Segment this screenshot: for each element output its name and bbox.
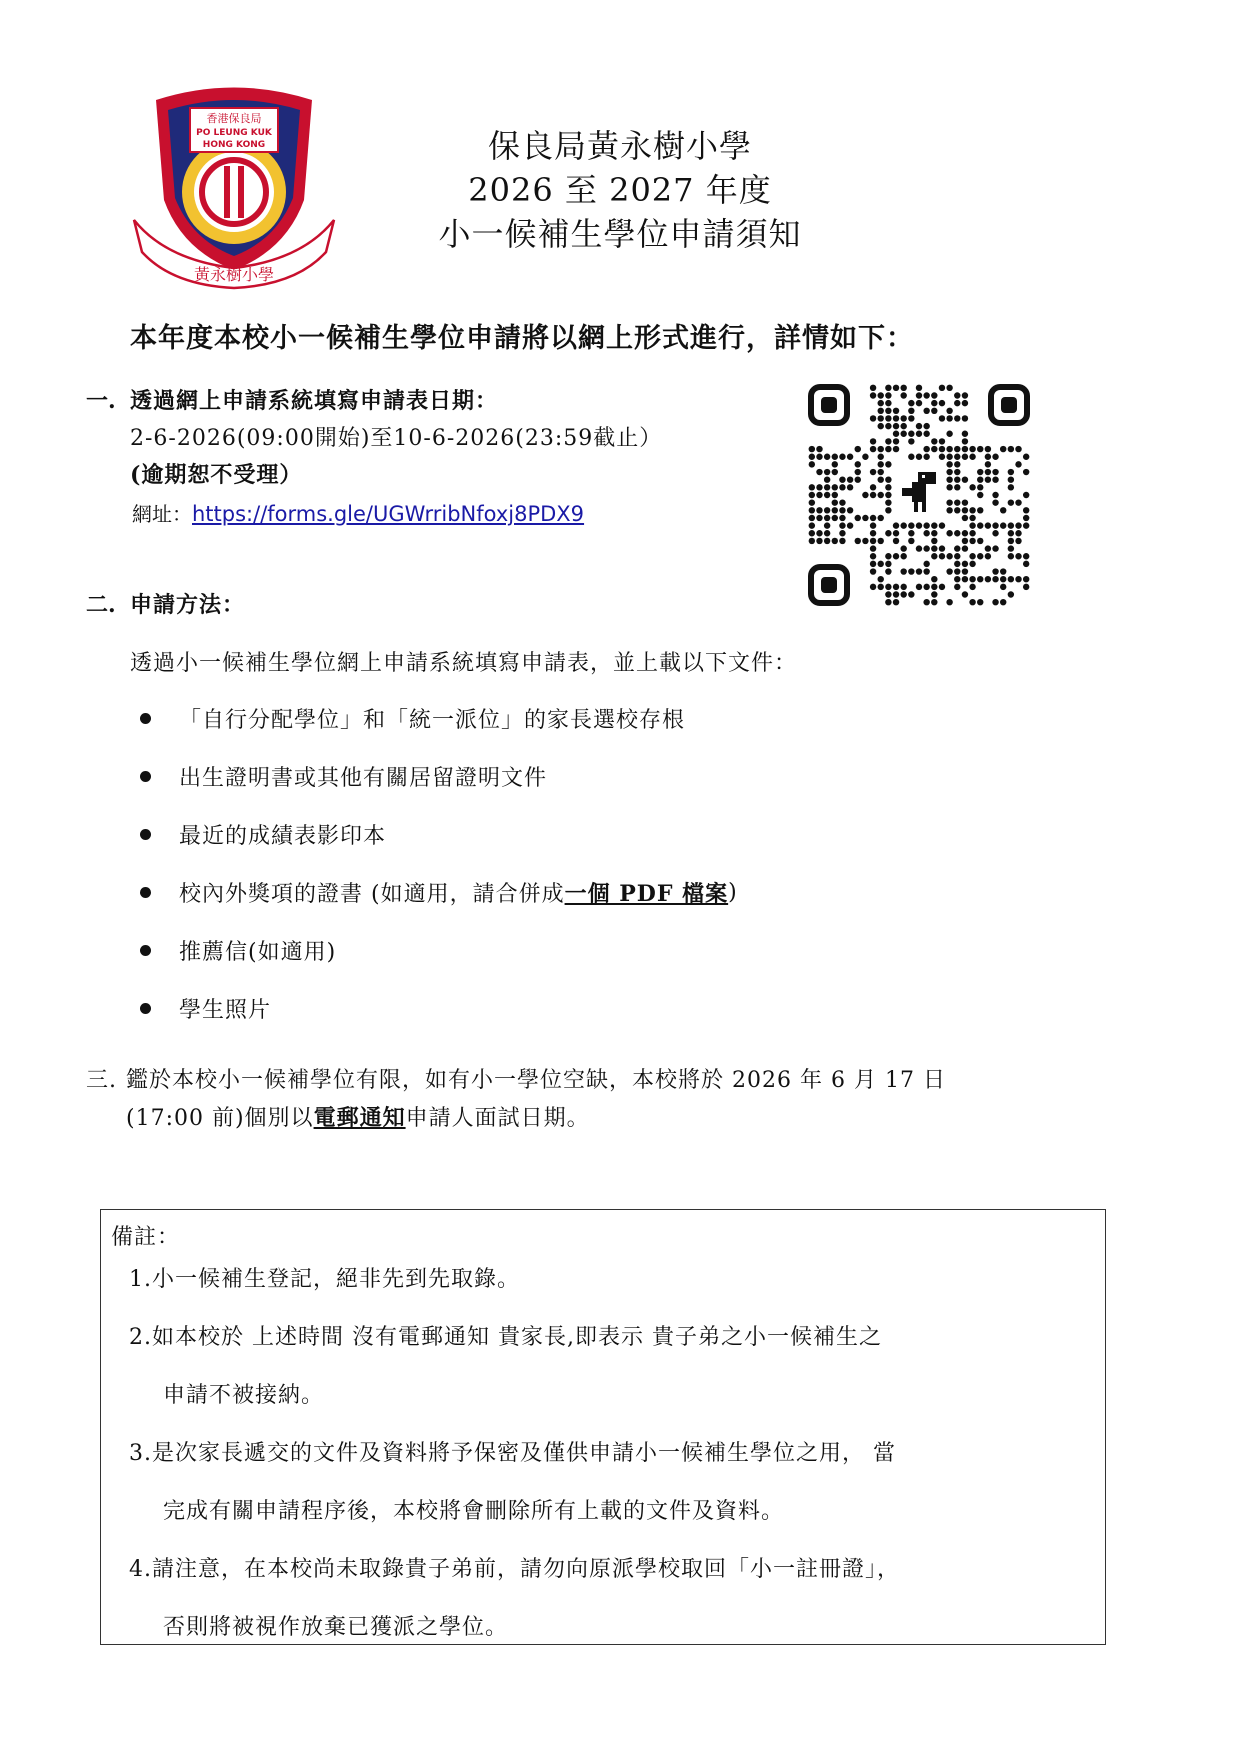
url-label: 網址： bbox=[132, 502, 192, 526]
notes-title: 備註： bbox=[111, 1225, 181, 1250]
section2-number: 二. bbox=[86, 592, 116, 618]
logo-text-top: 香港保良局 bbox=[206, 112, 262, 125]
section1-title: 透過網上申請系統填寫申請表日期： bbox=[130, 388, 499, 414]
emphasis-pdf: 一個 PDF 檔案 bbox=[564, 881, 729, 907]
section1-dates: 2-6-2026(09:00開始)至10-6-2026(23:59截止） bbox=[130, 426, 663, 451]
list-item: 出生證明書或其他有關居留證明文件 bbox=[140, 761, 547, 792]
title-block bbox=[360, 124, 880, 256]
school-crest-logo bbox=[126, 80, 342, 290]
section2-title: 申請方法： bbox=[130, 592, 246, 618]
bullet-icon bbox=[140, 771, 151, 782]
list-item: 「自行分配學位」和「統一派位」的家長選校存根 bbox=[140, 703, 685, 734]
logo-text-en2: HONG KONG bbox=[202, 140, 266, 150]
note-4-line2: 否則將被視作放棄已獲派之學位。 bbox=[163, 1615, 509, 1640]
bullet-icon bbox=[140, 1003, 151, 1014]
list-item: 學生照片 bbox=[140, 993, 271, 1024]
school-year: 2026 至 2027 年度 bbox=[468, 171, 772, 209]
section1-late-note: (逾期恕不受理） bbox=[130, 462, 303, 488]
note-3-line1: 3.是次家長遞交的文件及資料將予保密及僅供申請小一候補生學位之用， 當 bbox=[129, 1441, 896, 1466]
school-name: 保良局黃永樹小學 bbox=[487, 127, 752, 165]
application-form-link[interactable]: https://forms.gle/UGWrribNfoxj8PDX9 bbox=[192, 502, 585, 526]
note-4-line1: 4.請注意，在本校尚未取錄貴子弟前，請勿向原派學校取回「小一註冊證」， bbox=[129, 1557, 900, 1582]
logo-text-en1: PO LEUNG KUK bbox=[196, 128, 272, 138]
list-item: 最近的成績表影印本 bbox=[140, 819, 386, 850]
note-3-line2: 完成有關申請程序後，本校將會刪除所有上載的文件及資料。 bbox=[163, 1499, 785, 1524]
bullet-icon bbox=[140, 945, 151, 956]
section3-line2: (17:00 前)個別以電郵通知申請人面試日期。 bbox=[126, 1105, 590, 1131]
list-item: 推薦信(如適用) bbox=[140, 935, 336, 966]
notes-box bbox=[100, 1209, 1106, 1645]
bullet-icon bbox=[140, 887, 151, 898]
intro-text: 本年度本校小一候補生學位申請將以網上形式進行，詳情如下： bbox=[130, 323, 914, 354]
list-item: 校內外獎項的證書 (如適用，請合併成 一個 PDF 檔案 ) bbox=[140, 877, 738, 908]
qr-code-image[interactable] bbox=[808, 384, 1030, 606]
bullet-icon bbox=[140, 713, 151, 724]
section2-description: 透過小一候補生學位網上申請系統填寫申請表，並上載以下文件： bbox=[130, 651, 798, 676]
section1-url-row bbox=[132, 498, 584, 527]
section3-line1: 鑑於本校小一候補學位有限，如有小一學位空缺，本校將於 2026 年 6 月 17 日 bbox=[126, 1068, 946, 1093]
section1-number: 一. bbox=[86, 388, 116, 414]
note-1: 1.小一候補生登記，絕非先到先取錄。 bbox=[129, 1267, 520, 1292]
note-2-line2: 申請不被接納。 bbox=[163, 1383, 325, 1408]
emphasis-email: 電郵通知 bbox=[313, 1105, 406, 1131]
doc-title: 小一候補生學位申請須知 bbox=[438, 215, 802, 253]
logo-ribbon-text: 黃永樹小學 bbox=[193, 265, 275, 284]
note-2-line1: 2.如本校於 上述時間 沒有電郵通知 貴家長,即表示 貴子弟之小一候補生之 bbox=[129, 1325, 882, 1350]
bullet-icon bbox=[140, 829, 151, 840]
section3-number: 三. bbox=[86, 1068, 117, 1093]
